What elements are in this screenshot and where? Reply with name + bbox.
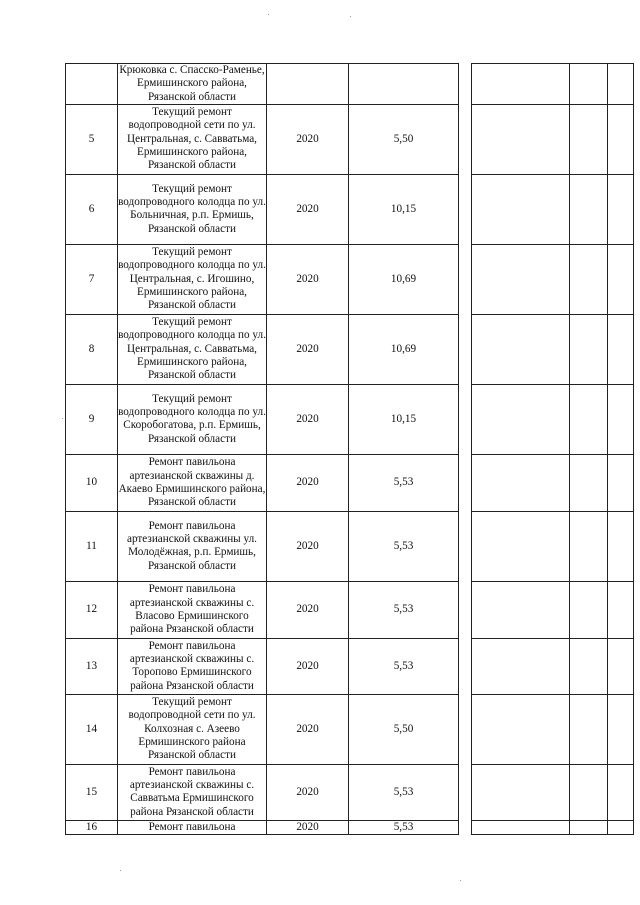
year-cell: 2020 <box>267 244 349 314</box>
work-name-cell: Текущий ремонт водопроводной сети по ул. Колхозная с. Азеево Ермишинского района Рязанской области <box>118 694 267 764</box>
row-number-cell: 14 <box>66 694 118 764</box>
empty-cell <box>608 454 634 511</box>
column-gap <box>459 384 472 454</box>
empty-cell <box>608 314 634 384</box>
table-row <box>66 581 634 638</box>
amount-cell: 10,15 <box>349 174 459 244</box>
amount-cell: 5,53 <box>349 764 459 820</box>
table-row <box>66 638 634 694</box>
work-name-cell: Текущий ремонт водопроводного колодца по ул. Скоробогатова, р.п. Ермишь, Рязанской области <box>118 384 267 454</box>
empty-cell <box>570 511 608 581</box>
empty-cell <box>608 581 634 638</box>
empty-cell <box>472 764 570 820</box>
empty-cell <box>608 244 634 314</box>
empty-cell <box>472 384 570 454</box>
column-gap <box>459 244 472 314</box>
year-cell: 2020 <box>267 581 349 638</box>
empty-cell <box>472 511 570 581</box>
empty-cell <box>472 638 570 694</box>
year-cell: 2020 <box>267 694 349 764</box>
empty-cell <box>472 581 570 638</box>
amount-cell: 5,53 <box>349 820 459 834</box>
amount-cell: 5,50 <box>349 694 459 764</box>
table-row <box>66 64 634 105</box>
empty-cell <box>472 694 570 764</box>
amount-cell: 5,53 <box>349 511 459 581</box>
column-gap <box>459 764 472 820</box>
empty-cell <box>570 820 608 834</box>
year-cell: 2020 <box>267 314 349 384</box>
empty-cell <box>608 64 634 105</box>
empty-cell <box>570 454 608 511</box>
year-cell: 2020 <box>267 638 349 694</box>
empty-cell <box>608 820 634 834</box>
work-name-cell: Крюковка с. Спасско-Раменье, Ермишинского района, Рязанской области <box>119 64 265 103</box>
work-name-cell: Ремонт павильона артезианской скважины с. Торопово Ермишинского района Рязанской области <box>118 638 267 694</box>
table-row <box>66 820 634 834</box>
row-number-cell: 15 <box>66 764 118 820</box>
table-row <box>66 694 634 764</box>
row-number-cell: 7 <box>66 244 118 314</box>
empty-cell <box>472 174 570 244</box>
work-name-cell: Текущий ремонт водопроводного колодца по ул. Центральная, с. Игошино, Ермишинского района, Рязанской области <box>118 244 267 314</box>
amount-cell: 5,53 <box>349 638 459 694</box>
row-number-cell: 8 <box>66 314 118 384</box>
empty-cell <box>608 174 634 244</box>
empty-cell <box>570 581 608 638</box>
empty-cell <box>570 764 608 820</box>
scan-speck <box>350 16 351 17</box>
column-gap <box>459 314 472 384</box>
table-row <box>66 244 634 314</box>
empty-cell <box>608 104 634 174</box>
amount-cell: 5,53 <box>349 454 459 511</box>
work-name-cell: Ремонт павильона артезианской скважины с. Савватьма Ермишинского района Рязанской области <box>118 764 267 820</box>
amount-cell: 10,69 <box>349 244 459 314</box>
empty-cell <box>472 104 570 174</box>
table-row <box>66 764 634 820</box>
work-name-cell: Ремонт павильона <box>118 820 267 834</box>
column-gap <box>459 694 472 764</box>
empty-cell <box>472 820 570 834</box>
year-cell: 2020 <box>267 384 349 454</box>
column-gap <box>459 174 472 244</box>
table-row <box>66 384 634 454</box>
empty-cell <box>570 638 608 694</box>
scan-speck <box>460 880 461 881</box>
empty-cell <box>472 454 570 511</box>
amount-cell: 5,50 <box>349 104 459 174</box>
work-name-cell: Текущий ремонт водопроводного колодца по ул. Центральная, с. Савватьма, Ермишинского района, Рязанской области <box>118 314 267 384</box>
row-number-cell: 16 <box>66 820 118 834</box>
year-cell: 2020 <box>267 454 349 511</box>
column-gap <box>459 511 472 581</box>
empty-cell <box>472 314 570 384</box>
work-name-cell: Текущий ремонт водопроводной сети по ул. Центральная, с. Савватьма, Ермишинского района, Рязанской области <box>118 104 267 174</box>
column-gap <box>459 104 472 174</box>
year-cell <box>267 64 349 105</box>
works-table <box>65 63 634 835</box>
empty-cell <box>570 104 608 174</box>
row-number-cell: 12 <box>66 581 118 638</box>
year-cell: 2020 <box>267 104 349 174</box>
empty-cell <box>608 511 634 581</box>
empty-cell <box>608 384 634 454</box>
year-cell: 2020 <box>267 511 349 581</box>
work-name-cell: Ремонт павильона артезианской скважины ул. Молодёжная, р.п. Ермишь, Рязанской области <box>118 511 267 581</box>
scan-speck <box>268 14 269 15</box>
row-number-cell: 11 <box>66 511 118 581</box>
row-number-cell: 13 <box>66 638 118 694</box>
table-row <box>66 454 634 511</box>
empty-cell <box>608 694 634 764</box>
column-gap <box>459 454 472 511</box>
empty-cell <box>570 694 608 764</box>
column-gap <box>459 581 472 638</box>
scan-speck <box>62 418 63 419</box>
year-cell: 2020 <box>267 764 349 820</box>
empty-cell <box>570 314 608 384</box>
empty-cell <box>570 174 608 244</box>
empty-cell <box>570 64 608 105</box>
scan-speck <box>120 870 121 871</box>
year-cell: 2020 <box>267 820 349 834</box>
empty-cell <box>472 64 570 105</box>
column-gap <box>459 638 472 694</box>
row-number-cell: 9 <box>66 384 118 454</box>
amount-cell: 10,69 <box>349 314 459 384</box>
empty-cell <box>570 244 608 314</box>
work-name-cell: Ремонт павильона артезианской скважины д. Акаево Ермишинского района, Рязанской области <box>118 454 267 511</box>
row-number-cell <box>66 64 118 105</box>
row-number-cell: 10 <box>66 454 118 511</box>
table-row <box>66 174 634 244</box>
amount-cell <box>349 64 459 105</box>
amount-cell: 5,53 <box>349 581 459 638</box>
work-name-cell: Ремонт павильона артезианской скважины с. Власово Ермишинского района Рязанской области <box>118 581 267 638</box>
table-row <box>66 314 634 384</box>
amount-cell: 10,15 <box>349 384 459 454</box>
work-name-cell: Текущий ремонт водопроводного колодца по ул. Больничная, р.п. Ермишь, Рязанской области <box>118 174 267 244</box>
year-cell: 2020 <box>267 174 349 244</box>
column-gap <box>459 64 472 105</box>
empty-cell <box>608 764 634 820</box>
row-number-cell: 5 <box>66 104 118 174</box>
empty-cell <box>570 384 608 454</box>
table-row <box>66 104 634 174</box>
table-row <box>66 511 634 581</box>
column-gap <box>459 820 472 834</box>
empty-cell <box>472 244 570 314</box>
empty-cell <box>608 638 634 694</box>
row-number-cell: 6 <box>66 174 118 244</box>
